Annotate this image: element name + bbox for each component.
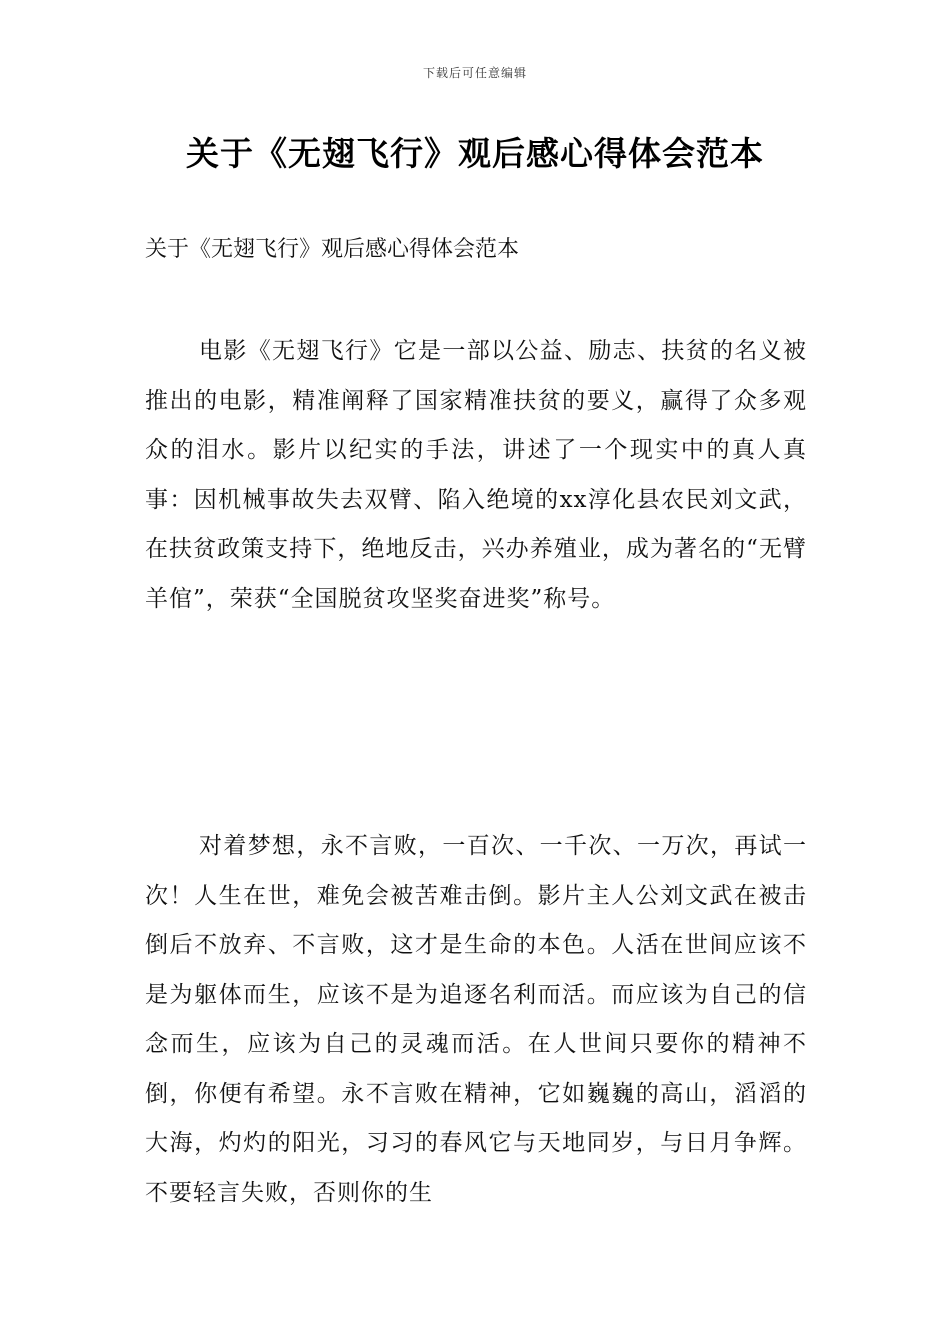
body-paragraph-1: 电影《无翅飞行》它是一部以公益、励志、扶贫的名义被推出的电影，精准阐释了国家精准扶贫的要义，赢得了众多观众的泪水。影片以纪实的手法，讲述了一个现实中的真人真事：因机械事故失去双臂、陷入绝境的xx淳化县农民刘文武，在扶贫政策支持下，绝地反击，兴办养殖业，成为著名的“无臂羊倌”，荣获“全国脱贫攻坚奖奋进奖”称号。 [145,338,807,612]
document-subtitle: 关于《无翅飞行》观后感心得体会范本 [145,237,520,262]
body-paragraph-2: 对着梦想，永不言败，一百次、一千次、一万次，再试一次！人生在世，难免会被苦难击倒。影片主人公刘文武在被击倒后不放弃、不言败，这才是生命的本色。人活在世间应该不是为躯体而生，应该不是为追逐名利而活。而应该为自己的信念而生，应该为自己的灵魂而活。在人世间只要你的精神不倒，你便有希望。永不言败在精神，它如巍巍的高山，滔滔的大海，灼灼的阳光，习习的春风它与天地同岁，与日月争辉。不要轻言失败，否则你的生 [145,833,807,1206]
document-title: 关于《无翅飞行》观后感心得体会范本 [186,134,764,173]
header-note: 下载后可任意编辑 [422,66,527,80]
